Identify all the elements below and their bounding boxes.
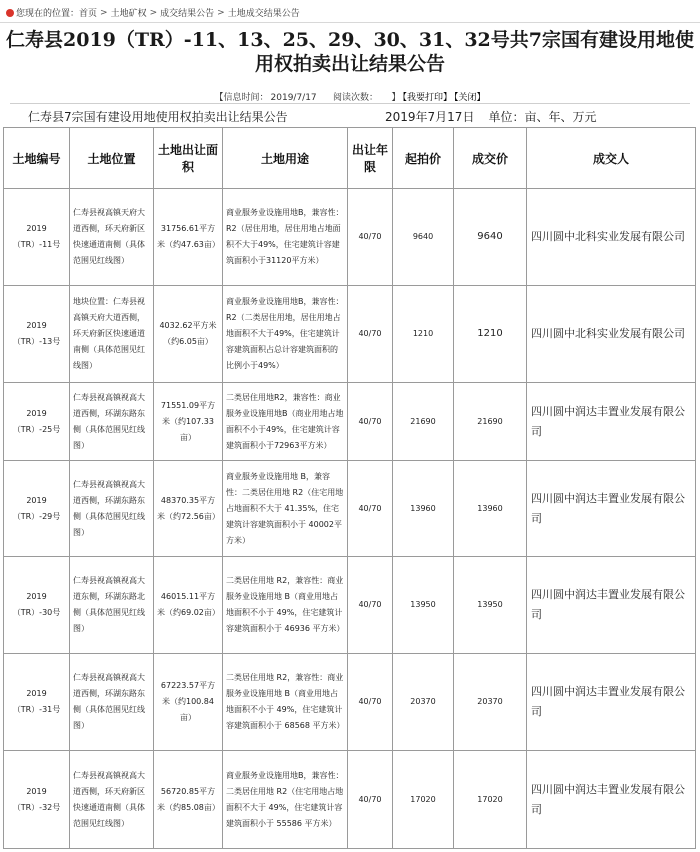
top-divider bbox=[0, 22, 700, 23]
header-use: 土地用途 bbox=[223, 128, 348, 189]
cell-start-price: 13960 bbox=[393, 461, 454, 557]
cell-term: 40/70 bbox=[348, 751, 393, 849]
cell-use: 二类居住用地 R2，兼容性：商业服务业设施用地 B（商业用地占地面积不小于 49%，住宅建筑计容建筑面积小于 68568 平方米） bbox=[223, 654, 348, 751]
header-term: 出让年限 bbox=[348, 128, 393, 189]
cell-term: 40/70 bbox=[348, 286, 393, 383]
cell-area: 48370.35平方米（约72.56亩） bbox=[154, 461, 223, 557]
breadcrumb-separator: > bbox=[149, 7, 158, 18]
cell-start-price: 1210 bbox=[393, 286, 454, 383]
breadcrumb-prefix: 您现在的位置： bbox=[16, 9, 80, 19]
info-divider bbox=[10, 103, 690, 104]
cell-start-price: 9640 bbox=[393, 189, 454, 286]
header-id: 土地编号 bbox=[4, 128, 70, 189]
cell-id: 2019（TR）-29号 bbox=[4, 461, 70, 557]
cell-area: 31756.61平方米（约47.63亩） bbox=[154, 189, 223, 286]
breadcrumb-home[interactable]: 首页 bbox=[79, 9, 98, 19]
caption-date: 2019年7月17日 bbox=[385, 110, 475, 124]
caption-unit: 单位：亩、年、万元 bbox=[488, 110, 597, 124]
breadcrumb-separator: > bbox=[217, 7, 225, 18]
table-row bbox=[4, 383, 696, 461]
cell-use: 商业服务业设施用地B，兼容性： R2（居住用地，居住用地占地面积不大于49%，住宅建筑计容建筑面积小于31120平方米） bbox=[223, 189, 348, 286]
breadcrumb-deal-results[interactable]: 成交结果公告 bbox=[160, 9, 215, 19]
cell-term: 40/70 bbox=[348, 189, 393, 286]
cell-location: 地块位置：仁寿县视高镇天府大道西侧，环天府新区快速通道南侧（具体范围见红线图） bbox=[70, 286, 154, 383]
info-views-suffix: 】 bbox=[391, 93, 401, 103]
cell-use: 商业服务业设施用地 B，兼容性：二类居住用地 R2（住宅用地占地面积不大于 41.35%，住宅建筑计容建筑面积小于 40002平方米） bbox=[223, 461, 348, 557]
header-area: 土地出让面积 bbox=[154, 128, 223, 189]
table-header-row bbox=[4, 128, 696, 189]
table-row bbox=[4, 286, 696, 383]
cell-id: 2019（TR）-11号 bbox=[4, 189, 70, 286]
cell-buyer: 四川圆中北科实业发展有限公司 bbox=[527, 189, 696, 286]
cell-deal-price: 20370 bbox=[454, 654, 527, 751]
cell-start-price: 17020 bbox=[393, 751, 454, 849]
cell-id: 2019（TR）-30号 bbox=[4, 557, 70, 654]
info-date: 2019/7/17 bbox=[270, 93, 317, 103]
cell-buyer: 四川圆中润达丰置业发展有限公司 bbox=[527, 654, 696, 751]
cell-location: 仁寿县视高镇天府大道西侧，环天府新区快速通道南侧（具体范围见红线图） bbox=[70, 189, 154, 286]
info-date-label: 【信息时间： bbox=[214, 93, 269, 103]
breadcrumb-land-mineral[interactable]: 土地矿权 bbox=[110, 9, 147, 19]
cell-buyer: 四川圆中北科实业发展有限公司 bbox=[527, 286, 696, 383]
header-buyer: 成交人 bbox=[527, 128, 696, 189]
cell-buyer: 四川圆中润达丰置业发展有限公司 bbox=[527, 751, 696, 849]
cell-location: 仁寿县视高镇视高大道西侧，环天府新区快速通道南侧（具体范围见红线图） bbox=[70, 751, 154, 849]
cell-id: 2019（TR）-25号 bbox=[4, 383, 70, 461]
cell-buyer: 四川圆中润达丰置业发展有限公司 bbox=[527, 461, 696, 557]
cell-id: 2019（TR）-31号 bbox=[4, 654, 70, 751]
location-icon bbox=[6, 9, 14, 17]
cell-use: 二类居住用地 R2，兼容性：商业服务业设施用地 B（商业用地占地面积不小于 49%，住宅建筑计容建筑面积小于 46936 平方米） bbox=[223, 557, 348, 654]
cell-deal-price: 13960 bbox=[454, 461, 527, 557]
breadcrumb-separator: > bbox=[100, 7, 108, 18]
breadcrumb bbox=[6, 6, 300, 19]
cell-location: 仁寿县视高镇视高大道西侧，环湖东路东侧（具体范围见红线图） bbox=[70, 383, 154, 461]
table-row bbox=[4, 654, 696, 751]
table-row bbox=[4, 189, 696, 286]
cell-start-price: 20370 bbox=[393, 654, 454, 751]
cell-term: 40/70 bbox=[348, 557, 393, 654]
cell-deal-price: 9640 bbox=[454, 189, 527, 286]
table-caption: 仁寿县7宗国有建设用地使用权拍卖出让结果公告 bbox=[28, 110, 288, 124]
cell-term: 40/70 bbox=[348, 461, 393, 557]
cell-start-price: 13950 bbox=[393, 557, 454, 654]
cell-buyer: 四川圆中润达丰置业发展有限公司 bbox=[527, 383, 696, 461]
print-link[interactable]: 【我要打印】 bbox=[402, 93, 452, 103]
cell-start-price: 21690 bbox=[393, 383, 454, 461]
cell-term: 40/70 bbox=[348, 654, 393, 751]
cell-location: 仁寿县视高镇视高大道西侧，环湖东路东侧（具体范围见红线图） bbox=[70, 654, 154, 751]
header-start-price: 起拍价 bbox=[393, 128, 454, 189]
info-bar bbox=[0, 90, 700, 103]
page-title: 仁寿县2019（TR）-11、13、25、29、30、31、32号共7宗国有建设用地使用权拍卖出让结果公告 bbox=[6, 29, 694, 75]
cell-location: 仁寿县视高镇视高大道东侧，环湖东路北侧（具体范围见红线图） bbox=[70, 557, 154, 654]
breadcrumb-land-deal-results[interactable]: 土地成交结果公告 bbox=[227, 9, 300, 19]
cell-term: 40/70 bbox=[348, 383, 393, 461]
results-table bbox=[3, 127, 696, 849]
cell-location: 仁寿县视高镇视高大道西侧，环湖东路东侧（具体范围见红线图） bbox=[70, 461, 154, 557]
cell-area: 71551.09平方米（约107.33亩） bbox=[154, 383, 223, 461]
cell-deal-price: 21690 bbox=[454, 383, 527, 461]
cell-id: 2019（TR）-32号 bbox=[4, 751, 70, 849]
table-row bbox=[4, 751, 696, 849]
header-location: 土地位置 bbox=[70, 128, 154, 189]
header-deal-price: 成交价 bbox=[454, 128, 527, 189]
table-caption-right bbox=[385, 108, 596, 125]
table-row bbox=[4, 557, 696, 654]
cell-id: 2019（TR）-13号 bbox=[4, 286, 70, 383]
cell-deal-price: 13950 bbox=[454, 557, 527, 654]
cell-area: 67223.57平方米（约100.84亩） bbox=[154, 654, 223, 751]
cell-area: 56720.85平方米（约85.08亩） bbox=[154, 751, 223, 849]
cell-use: 商业服务业设施用地B，兼容性： R2（二类居住用地，居住用地占地面积不大于49%，住宅建筑计容建筑面积占总计容建筑面积的比例小于49%） bbox=[223, 286, 348, 383]
cell-deal-price: 1210 bbox=[454, 286, 527, 383]
table-row bbox=[4, 461, 696, 557]
cell-deal-price: 17020 bbox=[454, 751, 527, 849]
info-views-label: 阅读次数： bbox=[332, 93, 378, 103]
cell-area: 46015.11平方米（约69.02亩） bbox=[154, 557, 223, 654]
close-link[interactable]: 【关闭】 bbox=[453, 93, 486, 103]
cell-area: 4032.62平方米（约6.05亩） bbox=[154, 286, 223, 383]
cell-buyer: 四川圆中润达丰置业发展有限公司 bbox=[527, 557, 696, 654]
cell-use: 商业服务业设施用地B，兼容性：二类居住用地 R2（住宅用地占地面积不大于 49%，住宅建筑计容建筑面积小于 55586 平方米） bbox=[223, 751, 348, 849]
cell-use: 二类居住用地R2，兼容性：商业服务业设施用地B（商业用地占地面积不小于49%，住宅建筑计容建筑面积小于72963平方米） bbox=[223, 383, 348, 461]
